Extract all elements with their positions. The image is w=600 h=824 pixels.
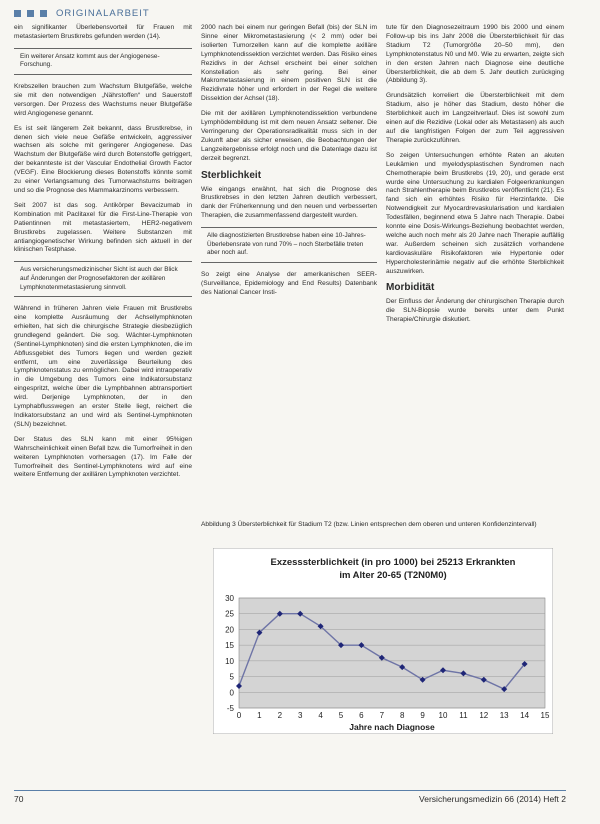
header-square-icon — [40, 10, 47, 17]
x-tick-label: 10 — [438, 711, 448, 720]
journal-reference: Versicherungsmedizin 66 (2014) Heft 2 — [419, 794, 566, 804]
section-heading: Sterblichkeit — [201, 169, 262, 181]
figure-caption: Abbildung 3 Übersterblichkeit für Stadium T2 (bzw. Linien entsprechen dem oberen und unteren Konfidenzintervall) — [201, 521, 537, 528]
paragraph: 2000 nach bei einem nur geringen Befall (bis) der SLN im Sinne einer Mikrometastasierung (< 2 mm) oder bei isolierten Tumorzellen kann auf die komplette axilläre Lymphknotendissektion verzichtet werden. Das Risiko eines Rezidivs in der Achsel erscheint bei einer solchen Konstellation als sehr gering. Bei einer Makrometastasierung in einem positiven SLN ist die Rezidivrate höher und erfordert in der Regel die weitere Dissektion der Achsel (18). — [201, 24, 377, 103]
y-tick-label: 20 — [225, 625, 234, 635]
paragraph: ein signifikanter Überlebensvorteil für Frauen mit metastasiertem Brustkrebs gefunden werden (14). — [14, 24, 192, 40]
paragraph: Es ist seit längerem Zeit bekannt, dass Brustkrebse, in denen sich viele neue Gefäße entwickeln, aggressiver wachsen als solche mit geringerer Angiogenese. Das Wachstum der Blutgefäße wird durch Botenstoffe getriggert, der bekannteste ist der Vascular Endothelial Growth Factor (VEGF). Eine Blockierung dieses Botenstoffs könnte somit zu einer Verlangsamung des Tumorwachstums beitragen und so die Prognose des Mammakarzinoms verbessern. — [14, 124, 192, 194]
plot-area — [239, 598, 545, 708]
page-number: 70 — [14, 794, 24, 804]
paragraph: Während in früheren Jahren viele Frauen mit Brustkrebs eine komplette Ausräumung der Achsellymphknoten erhielten, hat sich die chirurgische Strategie diesbezüglich grundlegend geändert. Die sog. Wächter-Lymphknoten (Sentinel-Lymphknoten) sind die ersten Lymphknoten, die im Abflussgebiet des Tumors liegen und werden gezielt entfernt, um eine zuverlässige Beurteilung des Lymphknotenstatus zu ermöglichen. Dabei wird intraoperativ in die Umgebung des Tumors eine Indikatorsubstanz eingespritzt, welche über die Lymphbahnen abtransportiert wird. Derjenige Lymphknoten, der in den Lymphabflusswegen an erster Stelle liegt, reichert die Indikatorsubstanz an und wird als Sentinel-Lymphknoten (SLN) bezeichnet. — [14, 305, 192, 428]
x-tick-label: 15 — [540, 711, 550, 720]
paragraph: Die mit der axillären Lymphknotendissektion verbundene Lymphödembildung ist mit dem neuen Ansatz seltener. Die Verringerung der Operationsradikalität muss sich in der Zukunft aber als sicher erweisen, die Beobachtungen der Langzeitergebnisse erfolgt noch und die Datenlage dazu ist derzeit begrenzt. — [201, 110, 377, 162]
paragraph: So zeigt eine Analyse der amerikanischen SEER- (Surveillance, Epidemiology and End Results) Datenbank des National Cancer Insti- — [201, 270, 377, 296]
highlight-box: Alle diagnostizierten Brustkrebse haben eine 10-Jahres-Überlebensrate von rund 70% – noch Sterbefälle treten aber noch auf. — [201, 227, 377, 263]
paragraph: Wie eingangs erwähnt, hat sich die Prognose des Brustkrebses in den letzten Jahren deutlich verbessert, dank der Früherkennung und den neuen und verbesserten Therapien, die zusammenfassend dargestellt wurden. — [201, 185, 377, 220]
x-tick-label: 5 — [338, 711, 344, 720]
y-tick-label: 0 — [229, 688, 234, 698]
page-footer — [14, 790, 566, 804]
section-heading: Morbidität — [386, 282, 435, 294]
paragraph: Der Status des SLN kann mit einer 95%igen Wahrscheinlichkeit einen Befall bzw. die Tumorfreiheit in den weiteren Lymphknoten vorhersagen (17). Im Falle der Tumorfreiheit des Sentinel-Lymphknotens wird auf eine weitere Entfernung der axillären Lymphknoten verzichtet. — [14, 435, 192, 479]
chart-svg — [213, 548, 553, 734]
column-3 — [386, 24, 564, 331]
column-1 — [14, 24, 192, 486]
paragraph: Krebszellen brauchen zum Wachstum Blutgefäße, welche sie mit den notwendigen „Nährstoffen“ und Sauerstoff versorgen. Der Prozess des Wachstums neuer Blutgefäße wird Angiogenese genannt. — [14, 83, 192, 117]
x-tick-label: 13 — [499, 711, 509, 720]
paragraph: Grundsätzlich korreliert die Übersterblichkeit mit dem Stadium, also je höher das Stadium, desto höher die Sterblichkeit auch im Langzeitverlauf. Dies ist sowohl zum einen auf die Rezidive (Lokal oder als Metastasen) als auch auf die langfristigen Folgen der zum Teil aggressiven Therapie zurückzuführen. — [386, 92, 564, 144]
x-tick-label: 2 — [277, 711, 283, 720]
x-tick-label: 9 — [420, 711, 425, 720]
x-tick-label: 8 — [399, 711, 405, 720]
y-tick-label: 25 — [225, 609, 234, 619]
excess-mortality-chart — [213, 548, 553, 734]
section-title: ORIGINALARBEIT — [56, 8, 150, 19]
paragraph: Der Einfluss der Änderung der chirurgischen Therapie durch die SLN-Biopsie wurde bereits unter dem Punkt Therapie/Chirurgie diskutiert. — [386, 298, 564, 324]
page-header — [14, 8, 150, 19]
paragraph: Seit 2007 ist das sog. Antikörper Bevacizumab in Kombination mit Paclitaxel für die First-Line-Therapie von Patientinnen mit metastasiertem, HER2-negativem Brustkrebs zugelassen. Weitere Substanzen mit antiangiogenetischer Wirkung befinden sich aktuell in der klinischen Testphase. — [14, 201, 192, 254]
chart-title: Exzesssterblichkeit (in pro 1000) bei 25213 Erkrankten — [270, 557, 516, 568]
y-tick-label: 15 — [225, 641, 234, 651]
x-tick-label: 6 — [359, 711, 364, 720]
x-tick-label: 12 — [479, 711, 489, 720]
y-tick-label: 30 — [225, 594, 234, 603]
x-tick-label: 3 — [297, 711, 303, 720]
chart-subtitle: im Alter 20-65 (T2N0M0) — [339, 570, 447, 581]
x-tick-label: 11 — [459, 711, 468, 720]
column-2 — [201, 24, 377, 304]
x-tick-label: 1 — [257, 711, 262, 720]
paragraph: tute für den Diagnosezeitraum 1990 bis 2000 und einem Follow-up bis ins Jahr 2008 die Übersterblichkeit für das Stadium T2 (Tumorgröße 20–50 mm), den Lymphknotenstatus N0 und M0. Wie zu erwarten, zeigte sich in den ersten Jahren nach Diagnose eine deutliche Übersterblichkeit, die ab dem 5. Jahr deutlich zurückging (Abbildung 3). — [386, 24, 564, 85]
y-tick-label: -5 — [226, 704, 234, 713]
x-tick-label: 14 — [520, 711, 530, 720]
x-tick-label: 0 — [236, 711, 242, 720]
x-tick-label: 7 — [379, 711, 385, 720]
x-tick-label: 4 — [318, 711, 323, 720]
y-tick-label: 10 — [225, 656, 234, 666]
y-tick-label: 5 — [229, 672, 234, 682]
highlight-box: Ein weiterer Ansatz kommt aus der Angiogenese-Forschung. — [14, 48, 192, 75]
header-square-icon — [27, 10, 34, 17]
x-axis-label: Jahre nach Diagnose — [349, 722, 435, 732]
highlight-box: Aus versicherungsmedizinischer Sicht ist auch der Blick auf Änderungen der Prognosefaktoren der axillären Lymphknotenmetastasierung sinnvoll. — [14, 261, 192, 297]
paragraph: So zeigen Untersuchungen erhöhte Raten an akuten Leukämien und myelodysplastischen Syndromen nach Chemotherapie beim Brustkrebs (19, 20), und gerade erst wurde eine Untersuchung zu kardialen Folgeerkrankungen nach Strahlentherapie beim Brustkrebs veröffentlicht (21). Es fand sich ein erhöhtes Risiko für Herzinfarkte. Die Notwendigkeit zur Myocardrevaskularisation und kardialen Todesfällen, beginnend etwa 5 Jahre nach Therapie. Dabei konnte eine Dosis-Wirkungs-Beziehung beobachtet werden, welche auch noch mehr als 20 Jahre nach Therapie auffällig war. Außerdem scheinen sich zusätzlich vorhandene kardiovaskuläre Risikofaktoren wie Hypertonie oder Hypercholesterinämie negativ auf die erhöhte Sterblichkeit auszuwirken. — [386, 151, 564, 275]
header-square-icon — [14, 10, 21, 17]
